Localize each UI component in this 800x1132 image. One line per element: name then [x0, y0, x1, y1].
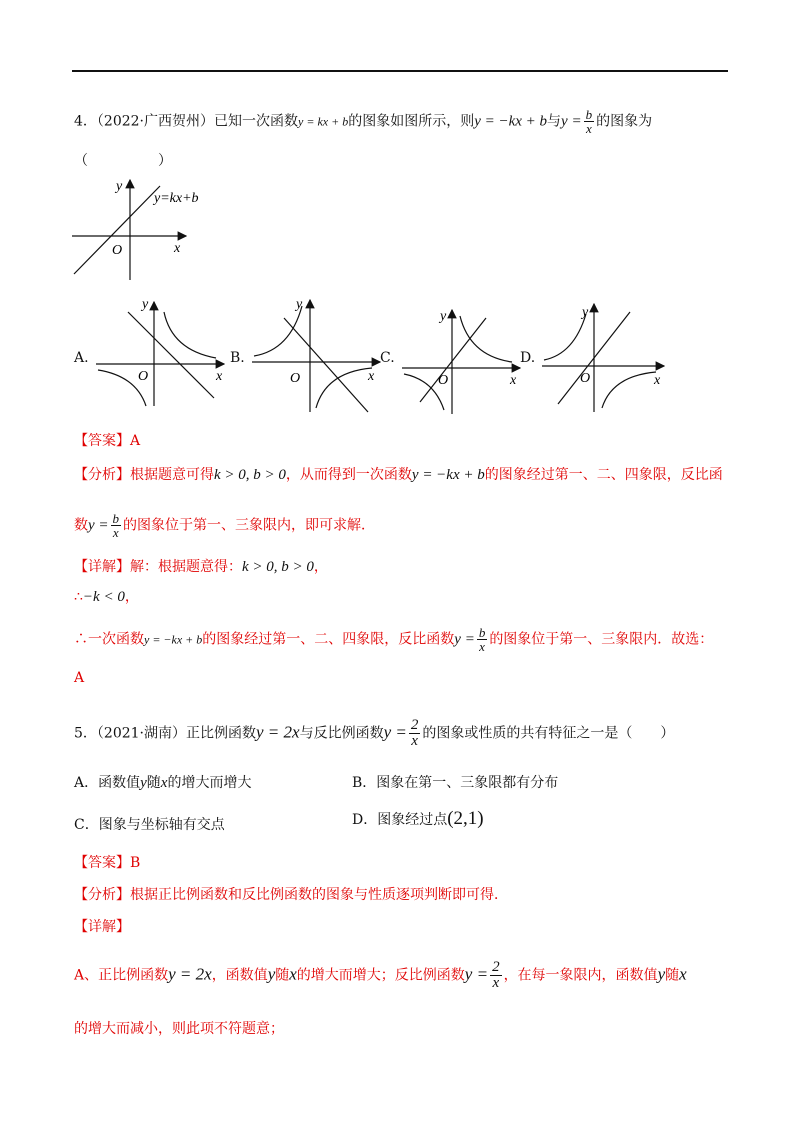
q5-opta-c: 的增大而增大	[167, 775, 252, 791]
therefore2-a: 一次函数	[88, 631, 144, 648]
linear-graph	[284, 318, 368, 412]
hyperbola-q4	[316, 368, 372, 408]
analysis-frac-den: x	[111, 525, 122, 539]
q5-da-eq2-lhs: y =	[464, 964, 489, 984]
fig-line-label: y=kx+b	[154, 191, 199, 206]
q4-eq3-lhs: y =	[561, 113, 582, 130]
therefore2-frac-num: b	[478, 625, 486, 640]
therefore-sym: ∴	[74, 589, 83, 605]
opt-c-o: O	[438, 373, 449, 388]
q4-analysis	[74, 464, 723, 484]
opt-a-o: O	[138, 369, 149, 384]
analysis-e: 的图象位于第一、三象限内，即可求解．	[123, 517, 376, 534]
q4-eq-linear: y = kx + b	[298, 114, 349, 129]
analysis-a: 根据题意可得	[130, 467, 214, 483]
detail-a: 解：根据题意得：	[130, 559, 242, 575]
q5-text-c: 的图象或性质的共有特征之一是（ ）	[422, 725, 675, 742]
analysis-c: 的图象经过第一、二、四象限，反比函	[484, 467, 723, 483]
q5-eq2-den: x	[409, 733, 421, 749]
q5-stem	[74, 718, 674, 749]
q5-da-a: A、正比例函数	[74, 967, 169, 984]
q4-answer	[74, 430, 140, 450]
q5-eq2-frac	[409, 718, 421, 749]
q5-da-f: 随	[665, 967, 680, 984]
analysis-tag: 【分析】	[74, 467, 130, 483]
hyperbola-q2	[544, 314, 586, 360]
therefore2-eq: y = −kx + b	[144, 632, 203, 647]
q5-option-b[interactable]: B．图象在第一、三象限都有分布	[352, 775, 559, 791]
q4-text-a: 已知一次函数	[214, 113, 299, 130]
q4-stem	[74, 108, 652, 135]
q5-answer-tag: 【答案】	[74, 855, 130, 871]
q5-detail-tag: 【详解】	[74, 919, 130, 935]
answer-tag: 【答案】	[74, 433, 130, 449]
fig-origin: O	[112, 243, 123, 258]
therefore-end: ，	[124, 589, 139, 605]
q5-da-c: 随	[275, 967, 290, 984]
linear-graph	[74, 186, 160, 274]
q5-analysis	[74, 884, 508, 904]
opt-c-x: x	[510, 373, 517, 388]
q5-option-a[interactable]	[74, 772, 251, 792]
q4-option-d-label[interactable]: D.	[520, 350, 536, 366]
q5-da-eq: y = 2x	[168, 964, 212, 984]
q5-analysis-text: 根据正比例函数和反比例函数的图象与性质逐项判断即可得．	[130, 887, 508, 903]
q4-option-a-label[interactable]: A.	[74, 350, 89, 366]
therefore2-c: 的图象位于第一、三象限内．故选：	[489, 631, 714, 648]
q4-option-d-graph[interactable]	[540, 300, 670, 414]
therefore2-eq3-lhs: y =	[454, 631, 475, 648]
analysis-eq3-lhs: y =	[88, 517, 109, 534]
opt-c-y: y	[440, 309, 447, 324]
q5-da-y2: y	[657, 964, 666, 984]
analysis-b: ，从而得到一次函数	[285, 467, 412, 483]
analysis-eq: y = −kx + b	[411, 467, 485, 483]
hyperbola-q4	[602, 372, 656, 408]
q5-da-frac-num: 2	[492, 959, 500, 975]
hyperbola-q1	[164, 312, 216, 358]
q5-detail-a-cont: 的增大而减小，则此项不符题意；	[74, 1021, 284, 1037]
therefore2-sym: ∴	[74, 631, 88, 648]
opt-d-x: x	[654, 373, 661, 388]
q4-therefore-2	[74, 626, 713, 653]
q4-eq3-den: x	[584, 121, 595, 135]
q5-da-x: x	[289, 964, 297, 984]
q5-opta-x: x	[160, 775, 168, 791]
q4-detail	[74, 556, 328, 576]
q5-answer	[74, 852, 140, 872]
opt-d-y: y	[582, 305, 589, 320]
q5-eq1: y = 2x	[256, 722, 300, 742]
q4-analysis-cont	[74, 512, 375, 539]
q4-option-a-graph[interactable]	[94, 298, 234, 408]
q4-eq-neg: y = −kx + b	[474, 113, 548, 130]
q4-eq3-frac	[584, 108, 595, 135]
q5-source: （2021·湖南）	[96, 725, 187, 742]
q4-source: （2022·广西贺州）	[96, 113, 215, 130]
q4-main-figure	[68, 172, 218, 282]
q4-number: 4．	[74, 113, 97, 130]
q5-option-d[interactable]	[352, 808, 484, 830]
q5-opta-b: 随	[146, 775, 161, 791]
opt-b-x: x	[368, 369, 375, 384]
fig-x-label: x	[174, 241, 181, 256]
q5-da-x2: x	[679, 964, 687, 984]
q4-text-c: 与	[547, 113, 562, 130]
q5-option-c[interactable]: C．图象与坐标轴有交点	[74, 817, 225, 833]
hyperbola-q1	[460, 316, 512, 362]
opt-a-y: y	[142, 298, 149, 312]
q5-optd-point: (2,1)	[447, 808, 484, 829]
fig-y-label: y	[116, 179, 123, 194]
therefore2-frac-den: x	[477, 639, 488, 653]
answer-value: A	[130, 433, 141, 449]
q4-option-c-graph[interactable]	[400, 306, 530, 416]
q4-final-answer: A	[74, 670, 85, 686]
therefore2-frac	[477, 626, 488, 653]
q5-eq2-num: 2	[410, 717, 419, 733]
q5-da-frac-den: x	[490, 975, 502, 991]
q5-da-frac	[490, 960, 502, 991]
q5-eq2-lhs: y =	[383, 722, 407, 742]
q5-opta-y: y	[140, 775, 147, 791]
therefore2-b: 的图象经过第一、二、四象限，反比函数	[202, 631, 455, 648]
q5-text-b: 与反比例函数	[299, 725, 384, 742]
q5-number: 5．	[74, 725, 97, 742]
detail-cond: k > 0, b > 0	[242, 559, 314, 575]
analysis-cond: k > 0, b > 0	[214, 467, 286, 483]
hyperbola-q2	[254, 306, 302, 356]
q5-da-e: ，在每一象限内，函数值	[503, 967, 658, 984]
q5-analysis-tag: 【分析】	[74, 887, 130, 903]
q4-text-b: 的图象如图所示，则	[348, 113, 475, 130]
q5-text-a: 正比例函数	[186, 725, 257, 742]
q5-opta-a: A．函数值	[74, 775, 141, 791]
opt-b-y: y	[296, 297, 303, 312]
linear-graph	[420, 318, 486, 402]
q4-option-b-label[interactable]: B.	[230, 350, 245, 366]
q4-option-c-label[interactable]: C.	[380, 350, 395, 366]
header-rule	[72, 70, 728, 72]
detail-tag: 【详解】	[74, 559, 130, 575]
q4-therefore-1	[74, 586, 139, 606]
q5-da-b: ，函数值	[211, 967, 268, 984]
q4-option-b-graph[interactable]	[250, 296, 390, 414]
q4-answer-paren: （ ）	[74, 153, 172, 169]
analysis-frac-num: b	[112, 511, 120, 526]
q5-da-d: 的增大而增大；反比例函数	[296, 967, 465, 984]
q5-detail-a	[74, 960, 687, 991]
opt-b-o: O	[290, 371, 301, 386]
q5-da-y: y	[267, 964, 276, 984]
opt-a-x: x	[216, 369, 223, 384]
detail-comma: ，	[313, 559, 328, 575]
q4-text-d: 的图象为	[596, 113, 653, 130]
therefore-expr: −k < 0	[82, 589, 125, 605]
analysis-d: 数	[74, 517, 88, 534]
q5-optd-a: D．图象经过点	[352, 812, 448, 828]
linear-graph	[128, 312, 214, 398]
opt-d-o: O	[580, 371, 591, 386]
analysis-frac	[111, 512, 122, 539]
q4-eq3-num: b	[585, 107, 593, 122]
q5-answer-value: B	[130, 855, 141, 871]
